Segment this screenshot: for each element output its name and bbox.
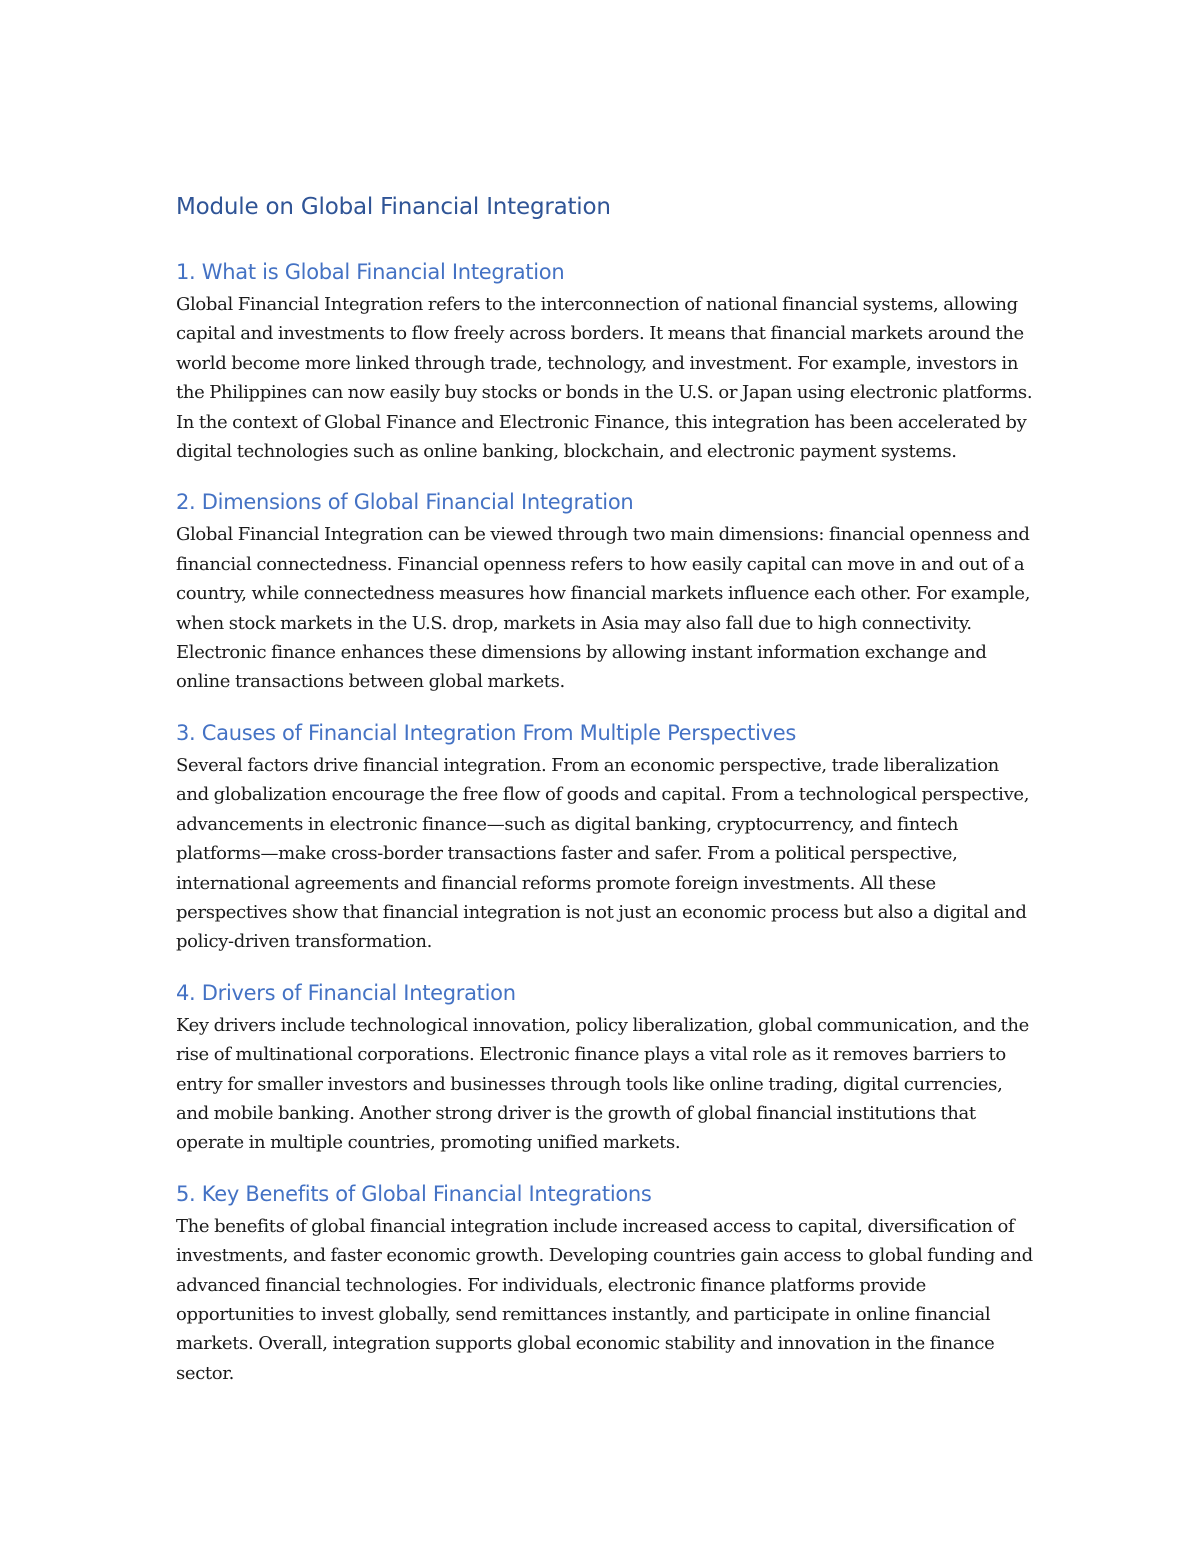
section-heading: 1. What is Global Financial Integration (176, 260, 565, 284)
section-heading: 5. Key Benefits of Global Financial Integrations (176, 1181, 652, 1206)
section-benefits (176, 1178, 1036, 1388)
section-heading: 3. Causes of Financial Integration From Multiple Perspectives (176, 720, 797, 745)
section-drivers (176, 977, 1036, 1158)
section-what-is (176, 256, 1036, 466)
section-heading: 2. Dimensions of Global Financial Integration (176, 490, 634, 515)
section-heading: 4. Drivers of Financial Integration (176, 980, 516, 1005)
section-causes (176, 717, 1036, 957)
section-paragraph: The benefits of global financial integration include increased access to capital, diversification of investments, and faster economic growth. Developing countries gain access to global funding and advanced financial technologies. For individuals, electronic finance platforms provide opportunities to invest globally, send remittances instantly, and participate in online financial markets. Overall, integration supports global economic stability and innovation in the finance sector. (176, 1215, 1033, 1384)
document-content (176, 190, 1036, 1408)
section-dimensions (176, 486, 1036, 696)
document-title: Module on Global Financial Integration (176, 194, 611, 220)
section-paragraph: Global Financial Integration refers to the interconnection of national financial systems, allowing capital and investments to flow freely across borders. It means that financial markets around the world become more linked through trade, technology, and investment. For example, investors in the Philippines can now easily buy stocks or bonds in the U.S. or Japan using electronic platforms. In the context of Global Finance and Electronic Finance, this integration has been accelerated by digital technologies such as online banking, blockchain, and electronic payment systems. (176, 294, 1033, 463)
section-paragraph: Global Financial Integration can be viewed through two main dimensions: financial openness and financial connectedness. Financial openness refers to how easily capital can move in and out of a country, while connectedness measures how financial markets influence each other. For example, when stock markets in the U.S. drop, markets in Asia may also fall due to high connectivity. Electronic finance enhances these dimensions by allowing instant information exchange and online transactions between global markets. (176, 524, 1031, 693)
section-paragraph: Key drivers include technological innovation, policy liberalization, global communication, and the rise of multinational corporations. Electronic finance plays a vital role as it removes barriers to entry for smaller investors and businesses through tools like online trading, digital currencies, and mobile banking. Another strong driver is the growth of global financial institutions that operate in multiple countries, promoting unified markets. (176, 1014, 1029, 1154)
section-paragraph: Several factors drive financial integration. From an economic perspective, trade liberalization and globalization encourage the free flow of goods and capital. From a technological perspective, advancements in electronic finance—such as digital banking, cryptocurrency, and fintech platforms—make cross-border transactions faster and safer. From a political perspective, international agreements and financial reforms promote foreign investments. All these perspectives show that financial integration is not just an economic process but also a digital and policy-driven transformation. (176, 754, 1030, 953)
